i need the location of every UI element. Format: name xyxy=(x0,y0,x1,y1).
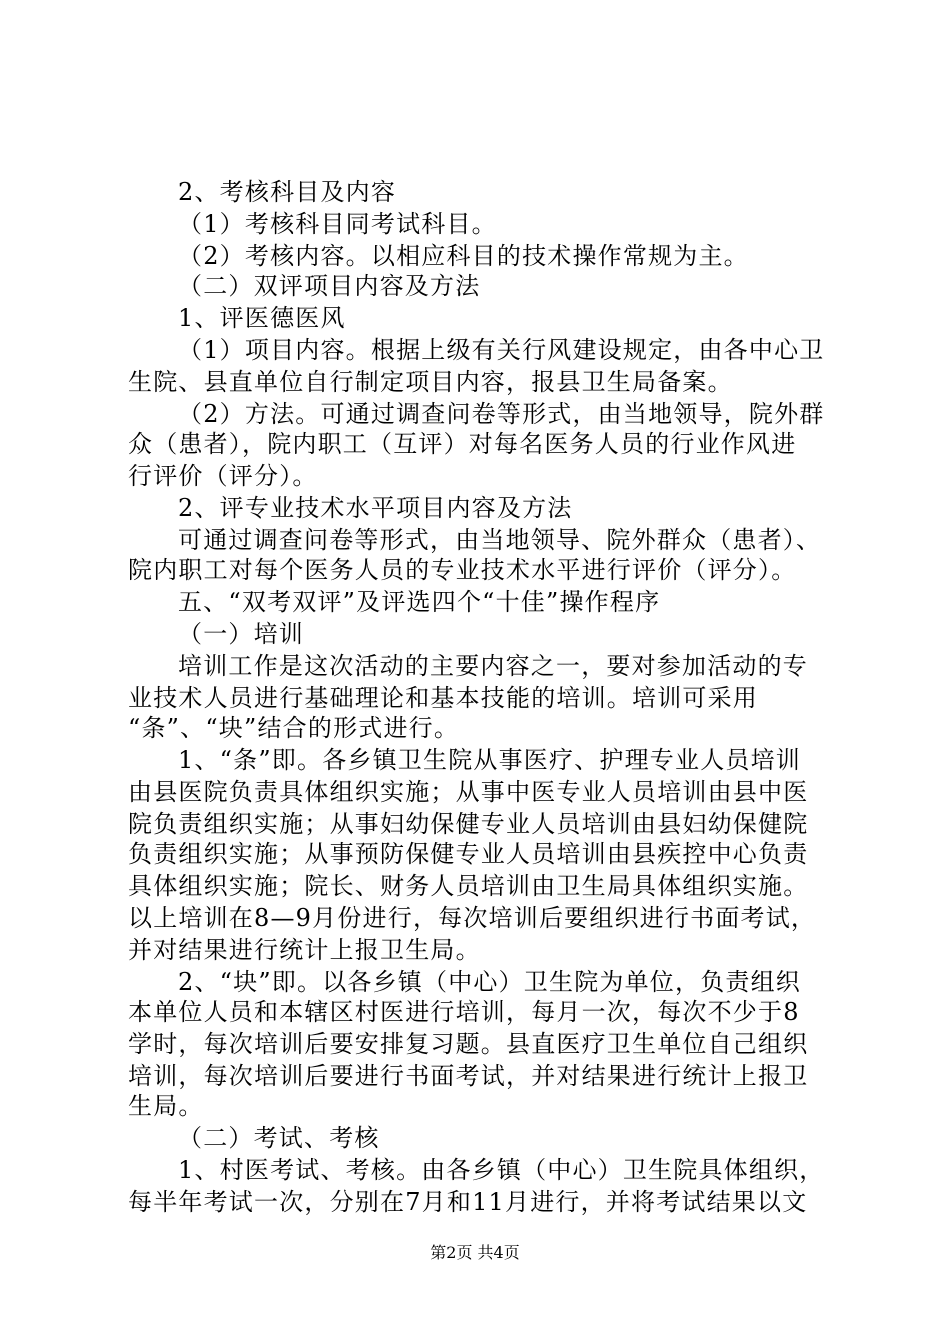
text-line: 业技术人员进行基础理论和基本技能的培训。培训可采用 xyxy=(128,684,758,712)
text-line: 具体组织实施；院长、财务人员培训由卫生局具体组织实施。 xyxy=(128,872,809,900)
text-line: （二）考试、考核 xyxy=(178,1124,380,1152)
text-line: （一）培训 xyxy=(178,620,304,648)
page-number-footer: 第2页 共4页 xyxy=(430,1243,520,1262)
text-line: 学时，每次培训后要安排复习题。县直医疗卫生单位自己组织 xyxy=(128,1030,809,1058)
text-line: 2、“块”即。以各乡镇（中心）卫生院为单位，负责组织 xyxy=(178,968,802,996)
text-line: 可通过调查问卷等形式，由当地领导、院外群众（患者）、 xyxy=(178,526,822,554)
text-line: 众（患者），院内职工（互评）对每名医务人员的行业作风进 xyxy=(128,430,797,458)
text-line: 由县医院负责具体组织实施；从事中医专业人员培训由县中医 xyxy=(128,778,809,806)
text-line: 并对结果进行统计上报卫生局。 xyxy=(128,936,481,964)
text-line: 五、“双考双评”及评选四个“十佳”操作程序 xyxy=(178,588,661,616)
text-line: 负责组织实施；从事预防保健专业人员培训由县疾控中心负责 xyxy=(128,840,809,868)
text-line: 培训，每次培训后要进行书面考试，并对结果进行统计上报卫 xyxy=(128,1062,809,1090)
text-line: （二）双评项目内容及方法 xyxy=(178,272,481,300)
text-line: （1）考核科目同考试科目。 xyxy=(178,210,497,238)
text-line: 1、村医考试、考核。由各乡镇（中心）卫生院具体组织， xyxy=(178,1156,825,1184)
text-line: 行评价（评分）。 xyxy=(128,462,318,490)
text-line: 生院、县直单位自行制定项目内容，报县卫生局备案。 xyxy=(128,368,733,396)
text-line: （2）考核内容。以相应科目的技术操作常规为主。 xyxy=(178,242,749,270)
text-line: 2、考核科目及内容 xyxy=(178,178,397,206)
text-line: 院内职工对每个医务人员的专业技术水平进行评价（评分）。 xyxy=(128,556,797,584)
text-line: 培训工作是这次活动的主要内容之一，要对参加活动的专 xyxy=(178,652,808,680)
text-line: 生局。 xyxy=(128,1092,204,1120)
text-line: 本单位人员和本辖区村医进行培训，每月一次，每次不少于8 xyxy=(128,998,800,1026)
text-line: 2、评专业技术水平项目内容及方法 xyxy=(178,494,573,522)
text-line: （2）方法。可通过调查问卷等形式，由当地领导，院外群 xyxy=(178,400,825,428)
text-line: 院负责组织实施；从事妇幼保健专业人员培训由县妇幼保健院 xyxy=(128,810,809,838)
text-line: 每半年考试一次，分别在7月和11月进行，并将考试结果以文 xyxy=(128,1188,808,1216)
text-line: 1、“条”即。各乡镇卫生院从事医疗、护理专业人员培训 xyxy=(178,746,802,774)
text-line: 1、评医德医风 xyxy=(178,304,346,332)
text-line: （1）项目内容。根据上级有关行风建设规定，由各中心卫 xyxy=(178,336,825,364)
text-line: 以上培训在8—9月份进行，每次培训后要组织进行书面考试， xyxy=(128,904,817,932)
text-line: “条”、“块”结合的形式进行。 xyxy=(128,714,460,742)
